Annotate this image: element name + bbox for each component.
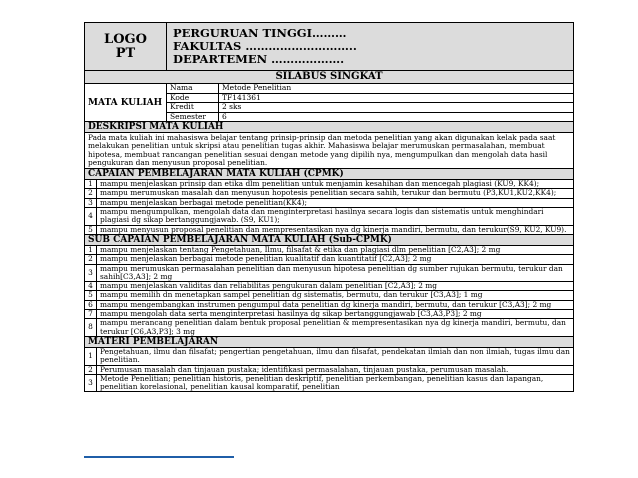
- materi-item-number: 3: [85, 374, 97, 392]
- subcpmk-item-number: 4: [85, 282, 97, 291]
- subcpmk-item-number: 6: [85, 300, 97, 309]
- institution-university: PERGURUAN TINGGI………: [173, 26, 347, 40]
- mk-key-semester: Semester: [167, 112, 219, 122]
- materi-header-row: [85, 336, 574, 347]
- syllabus-document: [84, 22, 574, 392]
- cpmk-title: CAPAIAN PEMBELAJARAN MATA KULIAH (CPMK): [85, 169, 574, 180]
- cpmk-item-number: 3: [85, 198, 97, 207]
- subcpmk-item-text: mampu merancang penelitian dalam bentuk proposal penelitian & mempresentasikan nya dg kinerja mandiri, bermutu, dan terukur [C6,A3,P3]; 3 mg: [97, 319, 574, 337]
- logo-line-2: PT: [115, 45, 136, 61]
- subcpmk-item-number: 3: [85, 264, 97, 282]
- subcpmk-item: [85, 255, 574, 264]
- subcpmk-item-number: 5: [85, 291, 97, 300]
- subcpmk-item-text: mampu menjelaskan tentang Pengetahuan, Ilmu, filsafat & etika dan plagiasi dlm penelitian [C2,A3]; 2 mg: [97, 245, 574, 254]
- mk-key-nama: Nama: [167, 84, 219, 94]
- materi-item-text: Perumusan masalah dan tinjauan pustaka; identifikasi permasalahan, tinjauan pustaka, perumusan masalah.: [97, 365, 574, 374]
- materi-item-number: 1: [85, 347, 97, 365]
- header-row: [85, 23, 574, 71]
- materi-title: MATERI PEMBELAJARAN: [85, 336, 574, 347]
- cpmk-item-text: mampu menjelaskan berbagai metode penelitian(KK4);: [97, 198, 574, 207]
- mk-value-kredit: 2 sks: [219, 103, 574, 113]
- cpmk-item: [85, 189, 574, 198]
- subcpmk-item: [85, 291, 574, 300]
- deskripsi-text: Pada mata kuliah ini mahasiswa belajar tentang prinsip-prinsip dan metoda penelitian yang akan digunakan kelak pada saat melakukan penelitian untuk skripsi atau penelitian tugas akhir. Mahasiswa belajar merumuskan permasalahan, membuat hipotesa, membuat rancangan penelitian sesuai dengan metode yang dipilih nya, mengumpulkan dan mengolah data hasil pengukuran dan menyusun proposal penelitian.: [85, 133, 574, 169]
- cpmk-header-row: [85, 169, 574, 180]
- cpmk-item-text: mampu menjelaskan prinsip dan etika dlm penelitian untuk menjamin kesahihan dan mencegah plagiasi (KU9, KK4);: [97, 180, 574, 189]
- cpmk-item-text: mampu menyusun proposal penelitian dan mempresentasikan nya dg kinerja mandiri, bermutu, dan terukur(S9, KU2, KU9).: [97, 225, 574, 234]
- subcpmk-item: [85, 264, 574, 282]
- subcpmk-title: SUB CAPAIAN PEMBELAJARAN MATA KULIAH (Sub-CPMK): [85, 234, 574, 245]
- silabus-title: SILABUS SINGKAT: [85, 71, 574, 84]
- cpmk-item-number: 2: [85, 189, 97, 198]
- logo-line-1: LOGO: [104, 31, 147, 47]
- cpmk-item-text: mampu mengumpulkan, mengolah data dan menginterpretasi hasilnya secara logis dan sistematis untuk menghindari plagiasi dg sikap bertanggungjawab. (S9, KU1);: [97, 208, 574, 226]
- subcpmk-item-number: 7: [85, 310, 97, 319]
- institution-faculty: FAKULTAS ………………………..: [173, 39, 357, 53]
- cpmk-item-number: 5: [85, 225, 97, 234]
- institution-department: DEPARTEMEN ……………….: [173, 52, 345, 66]
- materi-item-text: Pengetahuan, ilmu dan filsafat; pengertian pengetahuan, ilmu dan filsafat, pendekatan ilmiah dan non ilmiah, tugas ilmu dan penelitian.: [97, 347, 574, 365]
- materi-item: [85, 365, 574, 374]
- institution-block: [167, 23, 574, 71]
- deskripsi-row: [85, 133, 574, 169]
- logo-box: [85, 23, 167, 71]
- cpmk-item-number: 1: [85, 180, 97, 189]
- subcpmk-item-text: mampu merumuskan permasalahan penelitian dan menyusun hipotesa penelitian dg sumber rujukan bermutu, terukur dan sahih[C3,A3]; 2 mg: [97, 264, 574, 282]
- subcpmk-item-text: mampu menjelaskan berbagai metode penelitian kualitatif dan kuantitatif [C2,A3]; 2 mg: [97, 255, 574, 264]
- subcpmk-item-text: mampu menjelaskan validitas dan reliabilitas pengukuran dalam penelitian [C2,A3]; 2 mg: [97, 282, 574, 291]
- mk-value-kode: TF141361: [219, 93, 574, 103]
- subcpmk-item-text: mampu mengolah data serta menginterpretasi hasilnya dg sikap bertanggungjawab [C3,A3,P3]; 2 mg: [97, 310, 574, 319]
- cpmk-item-number: 4: [85, 208, 97, 226]
- subcpmk-item-text: mampu mengembangkan instrumen pengumpul data penelitian dg kinerja mandiri, bermutu, dan terukur [C3,A3]; 2 mg: [97, 300, 574, 309]
- subcpmk-item-number: 1: [85, 245, 97, 254]
- materi-item: [85, 347, 574, 365]
- subcpmk-item-number: 2: [85, 255, 97, 264]
- deskripsi-header-row: [85, 122, 574, 133]
- mk-key-kode: Kode: [167, 93, 219, 103]
- accent-line: [84, 456, 234, 458]
- mk-value-nama: Metode Penelitian: [219, 84, 574, 94]
- subcpmk-item-text: mampu memilih dn menetapkan sampel penelitian dg sistematis, bermutu, dan terukur [C3,A3]; 1 mg: [97, 291, 574, 300]
- deskripsi-title: DESKRIPSI MATA KULIAH: [85, 122, 574, 133]
- mk-key-kredit: Kredit: [167, 103, 219, 113]
- mk-row-nama: [85, 84, 574, 94]
- materi-item-number: 2: [85, 365, 97, 374]
- mata-kuliah-label: MATA KULIAH: [85, 84, 167, 122]
- cpmk-item: [85, 225, 574, 234]
- mk-value-semester: 6: [219, 112, 574, 122]
- subcpmk-header-row: [85, 234, 574, 245]
- cpmk-item: [85, 208, 574, 226]
- cpmk-item-text: mampu merumuskan masalah dan menyusun hopotesis penelitian secara sahih, terukur dan bermutu (P3,KU1,KU2,KK4);: [97, 189, 574, 198]
- silabus-title-row: [85, 71, 574, 84]
- syllabus-table: [84, 22, 574, 392]
- subcpmk-item: [85, 319, 574, 337]
- materi-item-text: Metode Penelitian; penelitian historis, penelitian deskriptif, penelitian perkembangan, penelitian kasus dan lapangan, penelitian korelasional, penelitian kausal komparatif, penelitian: [97, 374, 574, 392]
- subcpmk-item-number: 8: [85, 319, 97, 337]
- materi-item: [85, 374, 574, 392]
